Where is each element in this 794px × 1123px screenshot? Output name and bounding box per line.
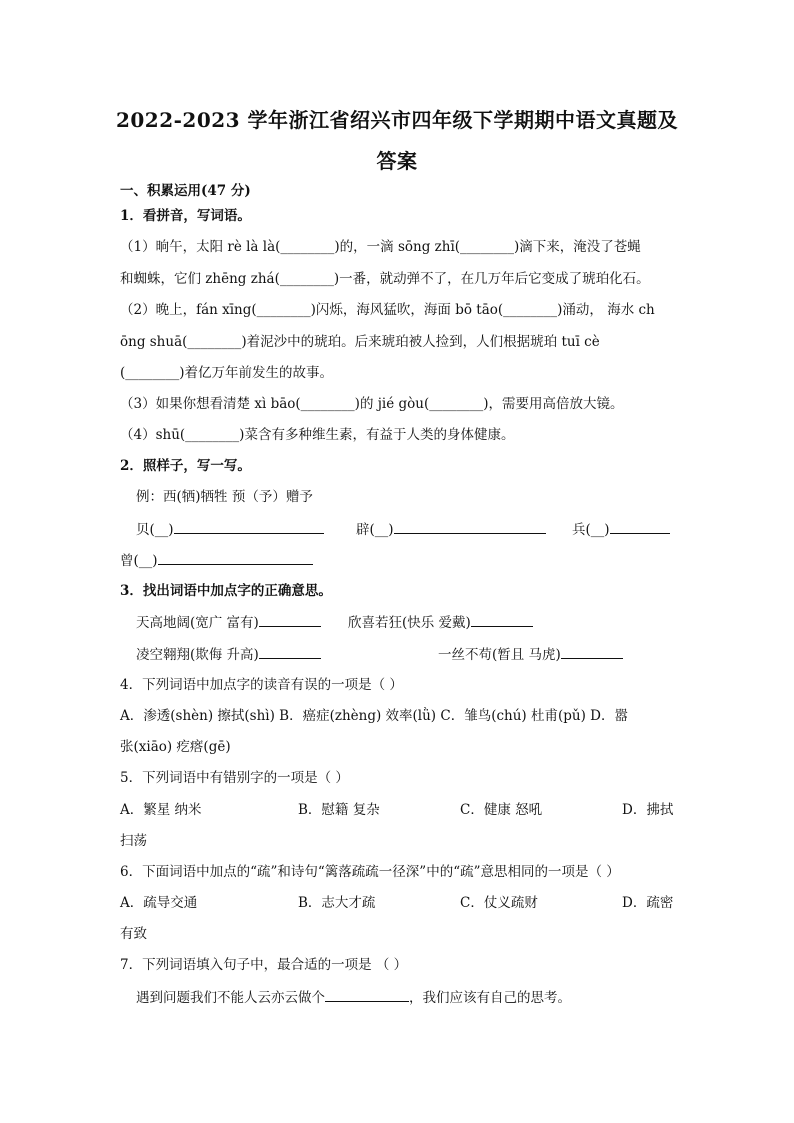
question-2-item: [136, 520, 324, 539]
question-5-option-d-cont: 扫荡: [120, 833, 147, 849]
question-6-option-c: C．仗义疏财: [460, 895, 538, 911]
question-6-heading: 6．下面词语中加点的“疏”和诗句“篱落疏疏一径深”中的“疏”意思相同的一项是（ ）: [120, 864, 620, 880]
answer-blank[interactable]: [158, 551, 313, 565]
question-3-item: [136, 613, 321, 632]
question-2-item: [356, 520, 546, 539]
answer-blank[interactable]: [394, 520, 546, 534]
question-1-line: （2）晚上，fán xīng(________)闪烁，海风猛吹，海面 bō tāo(________)涌动， 海水 ch: [120, 302, 655, 318]
question-1-line: （4）shū(________)菜含有多种维生素，有益于人类的身体健康。: [120, 427, 515, 443]
question-2-item: [572, 520, 670, 539]
question-1-line: （1）晌午，太阳 rè là là(________)的，一滴 sōng zhī(________)滴下来，淹没了苍蝇: [120, 239, 641, 255]
question-2-heading: 2．照样子，写一写。: [120, 458, 251, 474]
question-5-option-d: D．拂拭: [622, 802, 674, 818]
question-3-item: [348, 613, 533, 632]
question-1-heading: 1．看拼音，写词语。: [120, 208, 251, 224]
answer-blank[interactable]: [561, 645, 623, 659]
section-heading: 一、积累运用(47 分): [120, 183, 251, 199]
question-1-line: 和蜘蛛，它们 zhēng zhá(________)一番，就动弹不了，在几万年后它变成了琥珀化石。: [120, 271, 650, 287]
question-1-line: (________)着亿万年前发生的故事。: [120, 365, 334, 381]
question-2-item-label: 辟(__): [356, 522, 394, 538]
question-6-option-d-cont: 有致: [120, 926, 147, 942]
answer-blank[interactable]: [325, 988, 409, 1002]
question-2-item-label: 贝(__): [136, 522, 174, 538]
question-6-option-d: D．疏密: [622, 895, 674, 911]
question-3-item-text: 欣喜若狂(快乐 爱戴): [348, 615, 471, 631]
answer-blank[interactable]: [174, 520, 324, 534]
question-4-heading: 4．下列词语中加点字的读音有误的一项是（ ）: [120, 677, 403, 693]
question-3-item: [438, 645, 623, 664]
question-4-options: 张(xiāo) 疙瘩(gē): [120, 739, 231, 755]
document-title-line1: 2022-2023 学年浙江省绍兴市四年级下学期期中语文真题及: [115, 108, 679, 132]
question-6-option-b: B．志大才疏: [298, 895, 376, 911]
question-5-option-a: A．繁星 纳米: [120, 802, 202, 818]
question-1-line: （3）如果你想看清楚 xì bāo(________)的 jié gòu(________)，需要用高倍放大镜。: [120, 396, 624, 412]
question-3-item: [136, 645, 321, 664]
question-5-option-b: B．慰籍 复杂: [298, 802, 380, 818]
answer-blank[interactable]: [610, 520, 670, 534]
question-1-line: ōng shuā(________)着泥沙中的琥珀。后来琥珀被人捡到，人们根据琥珀 tuī cè: [120, 334, 600, 350]
question-4-options: A．渗透(shèn) 擦拭(shì) B．癌症(zhèng) 效率(lǜ) C．雏鸟(chú) 杜甫(pǔ) D．嚣: [120, 708, 628, 724]
question-3-item-text: 天高地阔(宽广 富有): [136, 615, 259, 631]
question-7-sentence: [136, 988, 571, 1007]
question-2-example: 例：西(牺)牺牲 预（予）赠予: [136, 489, 313, 505]
document-title-line2: 答案: [376, 149, 418, 173]
question-3-item-text: 一丝不苟(暂且 马虎): [438, 647, 561, 663]
question-7-sentence-start: 遇到问题我们不能人云亦云做个: [136, 990, 325, 1006]
question-3-item-text: 凌空翱翔(欺侮 升高): [136, 647, 259, 663]
answer-blank[interactable]: [259, 645, 321, 659]
answer-blank[interactable]: [471, 613, 533, 627]
question-5-heading: 5．下列词语中有错别字的一项是（ ）: [120, 770, 349, 786]
question-7-sentence-end: ，我们应该有自己的思考。: [409, 990, 571, 1006]
question-7-heading: 7．下列词语填入句子中，最合适的一项是 （ ）: [120, 957, 408, 973]
question-5-option-c: C．健康 怒吼: [460, 802, 543, 818]
question-3-heading: 3．找出词语中加点字的正确意思。: [120, 583, 332, 599]
answer-blank[interactable]: [259, 613, 321, 627]
question-6-option-a: A．疏导交通: [120, 895, 198, 911]
question-2-item-label: 曾(__): [120, 553, 158, 569]
question-2-item-label: 兵(__): [572, 522, 610, 538]
question-2-item: [120, 551, 313, 570]
